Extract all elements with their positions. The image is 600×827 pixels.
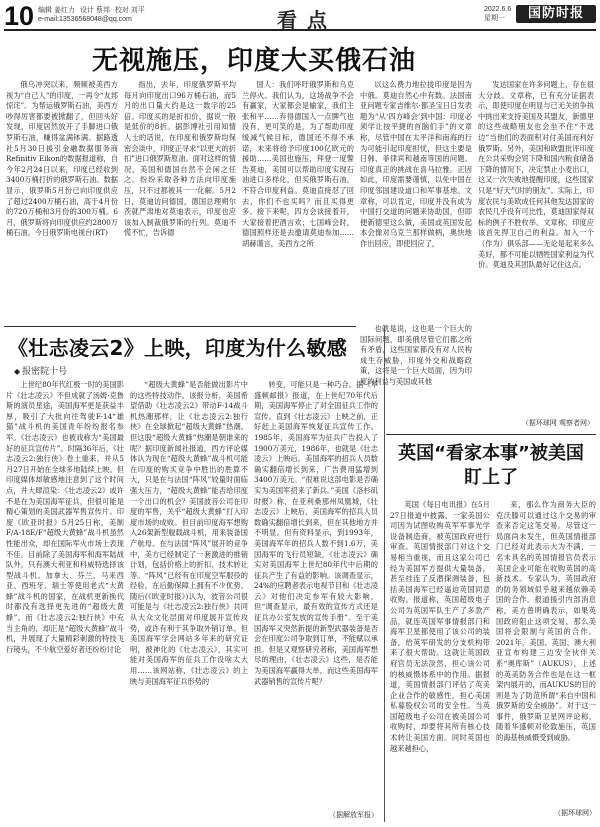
column-divider xyxy=(384,326,385,822)
article2-column xyxy=(130,380,248,822)
article2-text: 上世纪80年代红极一时的美国影片《壮志凌云》不但成就了汤姆·克鲁斯的演员星途，美国海军更是获益丰厚，吸引了大批向往驾驶F-14“雄猫”战斗机的美国青年纷纷报名参军。《壮志凌云》也被戏称为“美国最好的征兵宣传片”。时隔36年后，《壮志凌云2:独行侠》卷土重来，并从5月27日开始在全球多地陆续上映。但印度媒体却敏感地注意到了这个时间点，并大肆渲染：《壮志凌云2》或许不是在为美国海军征兵，但很可能是精心策划的美国武器军售宣传片。印度《欧亚时报》5月25日称，美制F/A-18E/F“超级大黄蜂”战斗机虽然性能出众，却在国际军火市场上表现不佳。目前除了美国海军和海军陆战队外，只有澳大利亚和科威特选择该型战斗机。加拿大、芬兰、马来西亚、西班牙、瑞士等使用老式“大黄蜂”战斗机的国家，在战机更新换代时都没有选择更先进的“超级大黄蜂”。而《壮志凌云2:独行侠》中充当主角的，却正是“超级大黄蜂”战斗机，并展现了大量精彩刺激的特技飞行镜头，不少航空爱好者还纷纷讨论 xyxy=(6,380,124,654)
article1-text: 俄乌冲突以来，频频被美西方视为“自己人”的印度，一再令“友邦惊诧”。为帮运俄罗斯石油，美西方吵得厉害都要被掀翻了，但回头好发现，印度居然放开了手脚进口俄罗斯石油，赚得盆满钵满。据路透社5月30日援引金融数据服务商Refinitiv Eikon的数据报道称，自今年2月24日以来，印度已经收到3400万桶打折的俄罗斯石油。数据显示，俄罗斯5月份已向印度供应了超过2400万桶石油，高于4月份的720万桶和3月份的300万桶。6月，俄罗斯将向印度供应约2800万桶石油。今日俄罗斯电视台(RT) xyxy=(6,80,118,238)
article3-headline: 英国“看家本事”被美国盯上了 xyxy=(398,443,584,488)
article3-column xyxy=(390,500,490,822)
article1-source: （据环球网 观察者网） xyxy=(521,419,594,427)
article1-text: 也就是说，这也是一个巨大的国际问题，即美俄尽管它们都之所有矛盾，这些国家都没有对人民构成生存威胁，印度外交和战略政策，这将是一个巨大局面，因为印度的利益与美国或其他 xyxy=(360,324,472,386)
article3-source: （据环球网） xyxy=(554,809,596,817)
designer-credit: 设计 蔡邦 xyxy=(79,7,110,14)
date: 2022.6.6 xyxy=(484,6,512,13)
article2-column xyxy=(6,380,124,822)
article2-headline: 《壮志凌云2》上映，印度为什么敏感 xyxy=(8,336,348,360)
byline-text: 报密院十号 xyxy=(22,367,68,377)
article1-column xyxy=(242,80,354,324)
article2-source: （据解放军报） xyxy=(329,811,378,819)
article1-text: 以这么费力地拉拢印度是因为中俄。莫迪自然心中有数。法国南亚问题专家吉维尔·都圣宝日日发表题为“从‘四方峰会’到中国：印度必须学让按平捷的首脑们手”的文章称，尽管中国在太平洋和南海的行为可能引起印度担忧，但这主要是日韩、菲律宾和越南等国的问题。印度真正的挑战在喜马拉雅。正因如此，印度需要谨慎，以免中国在印度邻国建设道口和军事基地。文章称，可以肯定，印度并没有成为中国打交道的问题来协助国，但即便新德里这么做，美国或英国发起本会像对乌克兰那样做柄，奥快地作出回应，即使回应了， xyxy=(360,80,472,248)
contact-email: e-mail:13536568048@qq.com xyxy=(38,16,132,23)
article3-column xyxy=(496,500,596,808)
article2-column xyxy=(254,380,378,810)
editor-credits xyxy=(38,6,148,24)
proofreader-credit: 校对 刘平 xyxy=(114,7,145,14)
masthead-rule xyxy=(4,29,596,31)
weekday: 星期一 xyxy=(484,15,505,22)
article1-column xyxy=(360,80,472,324)
article1-headline: 无视施压，印度大买俄石油 xyxy=(92,46,417,76)
issue-date xyxy=(484,5,511,23)
byline-bullet-icon: ◆ xyxy=(14,367,21,376)
section-title: 看点 xyxy=(277,8,337,32)
newspaper-logo: 国防时报 xyxy=(516,5,596,23)
article3-text: 英国《每日电讯报》在5月27日报道中披露，一家美国公司因为试图收购英军军事光学设备制造商，被英国政府进行审查。英国情报部门对这个交易相当重视，而且这家公司已经为美国军方提供大量装备，甚至挂连了反潜探测装备，包括美国海军已经逼迫英国同意收购。报道称，英国超级电子公司为英国军队生产了多款产品，就连英国军事情报部门和海军卫星都使用了该公司的装备，给英军研发的分支机构带来了很大帮助。这就让英国政府官员无法淡然，担心该公司的核威慑体系中的作用。据报道，英国情报部门评估了英美企业合作的敏感性，担心美国私募股权公司的安全性。当英国超级电子公司在被美国公司收购时，却要将其所有核心技术转让美国方面。同时英国也越来越担心， xyxy=(390,500,490,753)
section-divider xyxy=(386,434,596,435)
editor-credit: 编辑 姜红力 xyxy=(38,7,75,14)
page-number: 10 xyxy=(4,1,35,31)
article1-column xyxy=(124,80,236,324)
article2-byline xyxy=(14,364,67,377)
article3-text: 来，那么作为商务大臣的克沃滕可以通过这个交易的审查来否定这笔交易。尽管这一局面尚未发生，但英国情报部门已经对此表示大为不满，一名未具名的英国情报官员表示美国企业可能在收购英国的高新技术。专家认为，英国政府的防务领域似乎越来越依赖美国的合作。报道援引内部消息称，美方曾明确表示，如果英国政府阻止这项交易，那么美国将会限制与英国的合作。2021年，美国、英国、澳大利亚宣布构建三边安全伙伴关系“奥库斯”（AUKUS），上述的英美防务合作也是在这一框架内展开的，而AUKUS的目的则是为了防范所谓“来自中国和俄罗斯的安全威胁”。对于这一事件，俄罗斯卫星网评论称，随着华盛顿对伦敦施压，英国的海基核威慑受到威胁。 xyxy=(496,500,596,743)
article2-text: 转变，可能只是一种巧合。据《华盛顿邮报》报道，在上世纪70年代后期，美国海军停止了对全国征兵工作的宣传。直到《壮志凌云》上映之前，正好赶上美国海军恢复征兵宣传工作。1985年，美国海军为征兵广告投入了1900万美元，1986年，也就是《壮志凌云》上映后，美国海军的招兵人员数确实翻倍增长到来，广告费用猛增到3400万美元。“很难说这部电影是否确实为美国军招来了新兵。”美国《洛杉矶时报》称，在亚利桑那州凤凰城，《壮志凌云》上映后，美国海军的招兵人员数确实翻倍增长到来，但在其他地方并不明显。但有资料显示，到1993年，美国海军年的招兵人数不到1.6万，美国海军的飞行员短缺，《壮志凌云》确实对美国海军上世纪80年代中后期的征兵产生了有益的影响。该调查显示，24%的应聘者表示电视节目和《壮志凌云》对他们决定参军有较大影响，但“调查显示，最有效的宣传方式还是征兵办公室发放的宣传手册”。至于美国海军又突然新提的新型武器装备是否会在印度公司争取到订单，不能赋以承担。但是又观察研究者称，美国海军想尽的理由，《壮志凌云》这些，是否能为美国海军赢得大单，而这些美国海军武器销售的宣传片呢？ xyxy=(254,380,378,686)
section-divider xyxy=(4,326,356,327)
article1-column xyxy=(478,80,594,418)
masthead xyxy=(0,0,600,34)
article1-text: 指出，去年，印度俄罗斯平均每月向印度出口96万桶石油，而5月的出口量大约是这一数字的25倍。印度买的是折扣价，据说一般是低价的8折。据彭博社引用知情人士的话说，在印度和俄罗斯均保密会谈中，印度正寻求“以更大的折扣”进口俄罗斯原油。面对这样的情况，美国和德国自然不会闲之任之。纷纷采取各种方法向印度施压，只不过都被其一一化解。5月2日，莫迪访问德国，德国总理朔尔茨就严肃地对莫迪表示，印度也应该加入制裁俄罗斯的行列。莫迪不慌不忙，告诉德 xyxy=(124,80,236,238)
article1-text: 国人：我们呼吁俄罗斯和乌克兰停火。我们认为，这场战争不会有赢家，大家都会是输家，我们主张和平……弃得德国人一点脾气也没有，更可笑的是，为了帮助印度缓减气候目标，德国还不得不承诺，未来将给予印度100亿欧元的援助……美国也施压，拜登一度警告莫迪，美国可以帮助印度实现石油进口多样化，但买俄罗斯石油，不符合印度利益。莫迪直接怼了回去，你们不也买吗？而且买得更多。接下来呢，四方会谈接着开，大家接着把酒言欢；七国峰会时，德国照样还是去邀请莫迪参加……胡赫谨言，美西方之所 xyxy=(242,80,354,248)
article1-text: 发达国家在许多问题上，存在很大分歧。文章称，已有充分证据表示，即使印度在明显与已无关的争执中挑出来支持美国及其盟友，新德里的这些战略朋友也会坐不住“不选边”当他们的表面积对付美国而利好俄罗斯。另外，美国和欧盟批评印度在公共采购会贸下降和国内粮食储备下降的情况下，决定禁止小麦出口，这又一次失败地提醒印度，这些国家只是“好天气时的朋友”。实际上，印度农民与美欧成任何其他发达国家的农民几乎没有可比性，莫迪国家得双标的例子不胜枚举。文章称，印度应该首先捍卫自己的利益。加入一个（作为）俱乐部——无论是起来多么美好，都不可能以牺牲国家利益为代价。莫迪及其团队最好记住这点。 xyxy=(478,80,594,270)
article2-text: “超级大黄蜂”是否能做出影片中的这些特技动作。该报分析，美国希望借助《壮志凌云2》带动F-14战斗机热潮那样，让《壮志凌云2:独行侠》在全球掀起“超级大黄蜂”热潮。但这股“超级大黄蜂”热潮是朝谁来的呢？据印度新闻社报道，西方评论媒体认为现在“超级大黄蜂”战斗机可能在印度的购买竞争中胜出的胜算不大，只是在与法国“阵风”较量时面临强大压力，“超级大黄蜂”能否给印度一个出口的机会？美国波音公司在印度的军售，关乎“超级大黄蜂”打入印度市场的成败。但目前印度海军想购入26架新型舰载战斗机，用来装备国产航母。在与法国“阵风”展开的竞争中，美方已经制定了一套激进的推销计划，包括价格上的折扣、技术转让等。“阵风”已经有在印度空军服役的经验，在后勤保障上拥有不少优势。随后(《欧亚时报》)认为，波音公司很可能是与《壮志凌云2:独行侠》共同从大众文化层面对印度展开宣传攻势，或许有利于其争取外销订单。但美国海军学会网站多年来的研究证明，被神化的《壮志凌云》，其实可能对美国海军的征兵工作没啥太大用……该网站称，《壮志凌云》的上映与美国海军征兵形势的 xyxy=(130,380,248,686)
article1-column xyxy=(6,80,118,324)
